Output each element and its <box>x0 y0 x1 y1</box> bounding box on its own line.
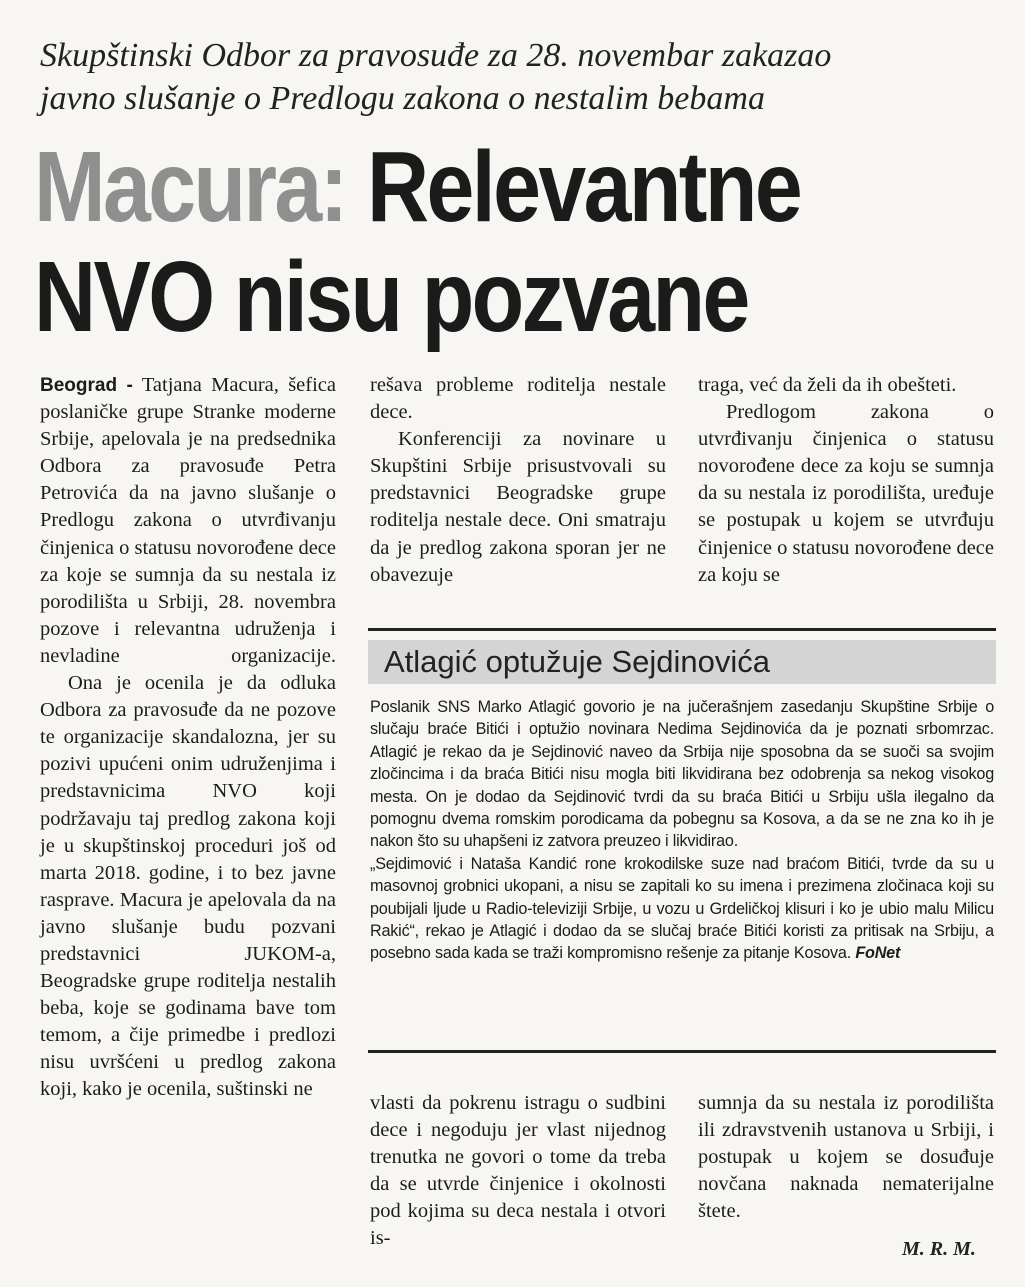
headline-name: Macura: <box>34 131 346 243</box>
byline: M. R. M. <box>902 1238 976 1260</box>
sidebar-paragraph-2 <box>370 853 994 965</box>
article-column-2-continued-text: vlasti da pokrenu istragu o sudbini dece i negoduju jer vlast nijednog trenutka ne govori o tome da treba da se utvrde činjenice i okolnosti pod kojima su deca nestala i otvori is- <box>370 1092 666 1250</box>
sidebar-box <box>368 628 996 1054</box>
sidebar-source: FoNet <box>855 944 901 963</box>
kicker-line-1: Skupštinski Odbor za pravosuđe za 28. novembar zakazao <box>40 37 832 74</box>
kicker <box>40 34 990 120</box>
sidebar-quote: „Sejdimović i Nataša Kandić rone krokodilske suze nad braćom Bitići, tvrde da su u masovnoj grobnici ukopani, a nisu se zapitali ko su imena i prezimena zločinaca koji su poubijali ljude u Radio-televiziji Srbije, u vozu u Grdeličkoj klisuri i ko je ubio malu Milicu Rakić“, rekao je Atlagić i dodao da se slučaj braće Bitići koristi za pritisak na Srbiju, a posebno sada kada se traži kompromisno rešenje za pitanje Kosova. <box>370 854 994 963</box>
sidebar-paragraph-1: Poslanik SNS Marko Atlagić govorio je na jučerašnjem zasedanju Skupštine Srbije o slučaju braće Bitići i optužio novinara Nedima Sejdinovića da je poznati srbomrzac. Atlagić je rekao da je Sejdinović naveo da Srbija nije sposobna da se suoči sa svojim zločincima i da braća Bitići nisu mogla biti likvidirana bez odobrenja sa nekog visokog mesta. On je dodao da Sejdinović tvrdi da su braća Bitići u Srbiju ušla ilegalno da pomognu dvema romskim porodicama da pobegnu sa Kosova, a da se ne zna ko ih je nakon što su uhapšeni iz zatvora preuzeo i likvidirao. <box>370 698 994 851</box>
article-column-3-continued-text: sumnja da su nestala iz porodilišta ili zdravstvenih ustanova u Srbiji, i postupak u kojem se dosuđuje novčana naknada nematerijalne štete. <box>698 1092 994 1223</box>
sidebar-title: Atlagić optužuje Sejdinovića <box>384 644 771 679</box>
article-column-3-continued <box>698 1090 994 1225</box>
article-column-3-paragraph-2: Predlogom zakona o utvrđivanju činjenica o statusu novorođene dece za koju se sumnja da su nestala iz porodilišta, uređuje se postupak u kojem se utvrđuju činjenice o statusu novorođene dece za koju se <box>698 401 994 586</box>
article-paragraph-2: Ona je ocenila je da odluka Odbora za pravosuđe da ne pozove te organizacije skandalozna, jer su pozivi upućeni onim udruženjima i predstavnicima NVO koji podržavaju taj predlog zakona koji je u skupštinskoj proceduri još od marta 2018. godine, i to bez javne rasprave. Macura je apelovala da na javno slušanje budu pozvani predstavnici JUKOM-a, Beogradske grupe roditelja nestalih beba, koje se godinama bave tom temom, a čije primedbe i predlozi nisu uvršćeni u predlog zakona koji, kako je ocenila, suštinski ne <box>40 672 336 1101</box>
sidebar-top-rule <box>368 628 996 631</box>
headline-line-2: NVO nisu pozvane <box>34 241 748 353</box>
article-column-3 <box>698 372 994 589</box>
article-column-2-continued <box>370 1090 666 1253</box>
article-column-1 <box>40 372 336 1104</box>
headline <box>34 132 994 352</box>
dateline: Beograd - <box>40 375 133 396</box>
sidebar-bottom-rule <box>368 1050 996 1053</box>
kicker-line-2: javno slušanje o Predlogu zakona o nestalim bebama <box>40 80 765 117</box>
article-column-2-paragraph-2: Konferenciji za novinare u Skupštini Srbije prisustvovali su predstavnici Beogradske grupe roditelja nestale dece. Oni smatraju da je predlog zakona sporan jer ne obavezuje <box>370 428 666 586</box>
sidebar-text <box>370 696 994 965</box>
article-column-2 <box>370 372 666 589</box>
headline-line-1 <box>34 132 860 242</box>
article-column-3-paragraph-1: traga, već da želi da ih obešteti. <box>698 374 957 396</box>
headline-word: Relevantne <box>345 131 801 243</box>
article-paragraph-1: Tatjana Macura, šefica poslaničke grupe Stranke moderne Srbije, apelovala je na predsednika Odbora za pravosuđe Petra Petrovića da na javno slušanje o Predlogu zakona o utvrđivanju činjenica o statusu novorođene dece za koje se sumnja da su nestala iz porodilišta u Srbiji, 28. novembra pozove i relevantna udruženja i nevladine organizacije. <box>40 374 336 667</box>
article-column-2-paragraph-1: rešava probleme roditelja nestale dece. <box>370 374 666 424</box>
